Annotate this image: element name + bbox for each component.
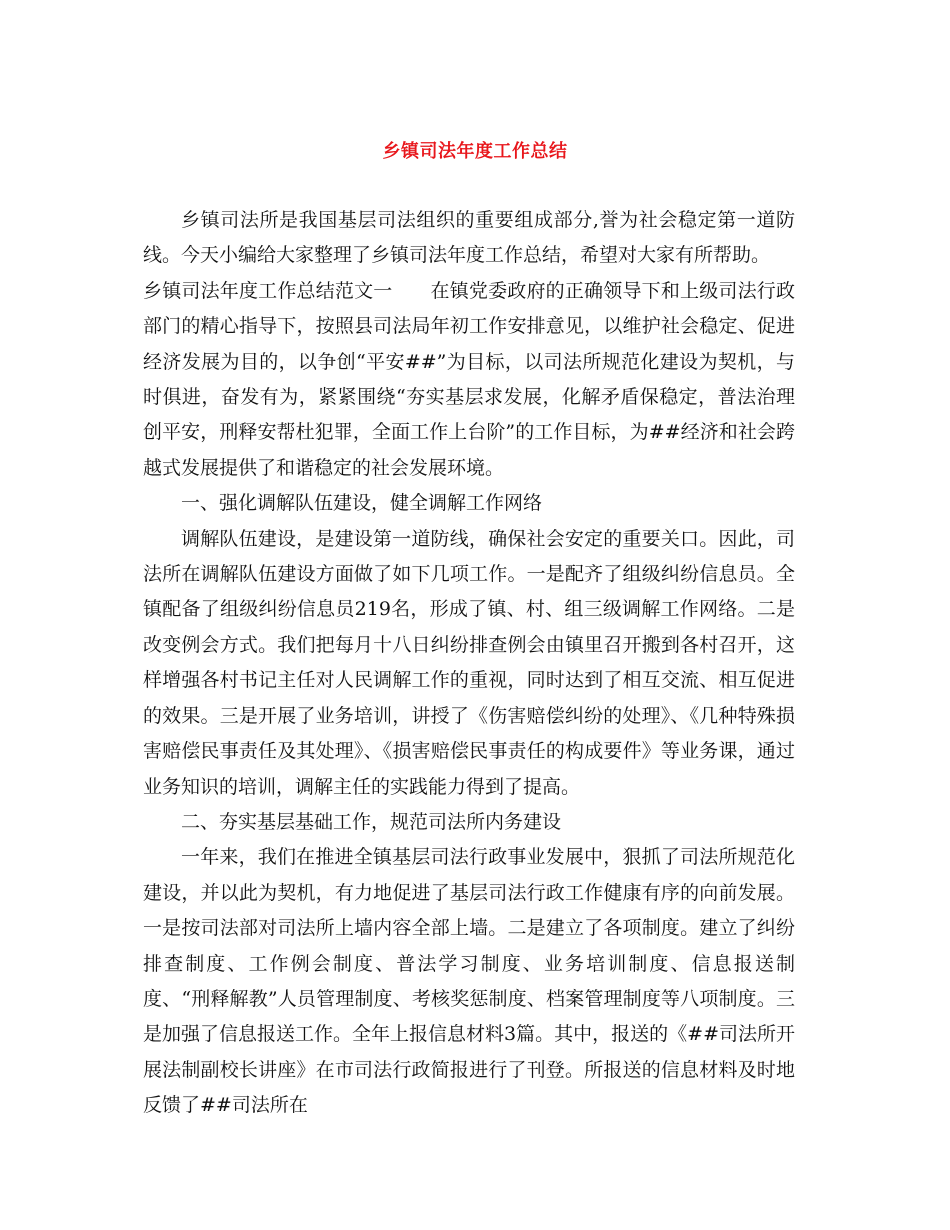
intro-paragraph: 乡镇司法所是我国基层司法组织的重要组成部分,誉为社会稳定第一道防线。今天小编给大家整理了乡镇司法年度工作总结，希望对大家有所帮助。 [143, 209, 795, 267]
sample-paragraph [143, 274, 795, 486]
section1-heading: 一、强化调解队伍建设，健全调解工作网络 [181, 492, 543, 515]
sample-opening-text: 在镇党委政府的正确领导下和上级司法行政部门的精心指导下，按照县司法局年初工作安排意见，以维护社会稳定、促进经济发展为目的，以争创“平安##”为目标，以司法所规范化建设为契机，与时俱进，奋发有为，紧紧围绕“夯实基层求发展，化解矛盾保稳定，普法治理创平安，刑释安帮杜犯罪，全面工作上台阶”的工作目标，为##经济和社会跨越式发展提供了和谐稳定的社会发展环境。 [143, 279, 795, 479]
section2-paragraph: 一年来，我们在推进全镇基层司法行政事业发展中，狠抓了司法所规范化建设，并以此为契机，有力地促进了基层司法行政工作健康有序的向前发展。一是按司法部对司法所上墙内容全部上墙。二是建立了各项制度。建立了纠纷排查制度、工作例会制度、普法学习制度、业务培训制度、信息报送制度、“刑释解教”人员管理制度、考核奖惩制度、档案管理制度等八项制度。三是加强了信息报送工作。全年上报信息材料3篇。其中，报送的《##司法所开展法制副校长讲座》在市司法行政简报进行了刊登。所报送的信息材料及时地反馈了##司法所在 [143, 846, 795, 1117]
section2-heading: 二、夯实基层基础工作，规范司法所内务建设 [181, 810, 562, 833]
document-title: 乡镇司法年度工作总结 [382, 141, 568, 162]
section1-paragraph: 调解队伍建设，是建设第一道防线，确保社会安定的重要关口。因此，司法所在调解队伍建设方面做了如下几项工作。一是配齐了组级纠纷信息员。全镇配备了组级纠纷信息员219名，形成了镇、村、组三级调解工作网络。二是改变例会方式。我们把每月十八日纠纷排查例会由镇里召开搬到各村召开，这样增强各村书记主任对人民调解工作的重视，同时达到了相互交流、相互促进的效果。三是开展了业务培训，讲授了《伤害赔偿纠纷的处理》、《几种特殊损害赔偿民事责任及其处理》、《损害赔偿民事责任的构成要件》等业务课，通过业务知识的培训，调解主任的实践能力得到了提高。 [143, 527, 795, 798]
document-body [143, 203, 795, 1124]
sample-heading: 乡镇司法年度工作总结范文一 [143, 279, 393, 302]
